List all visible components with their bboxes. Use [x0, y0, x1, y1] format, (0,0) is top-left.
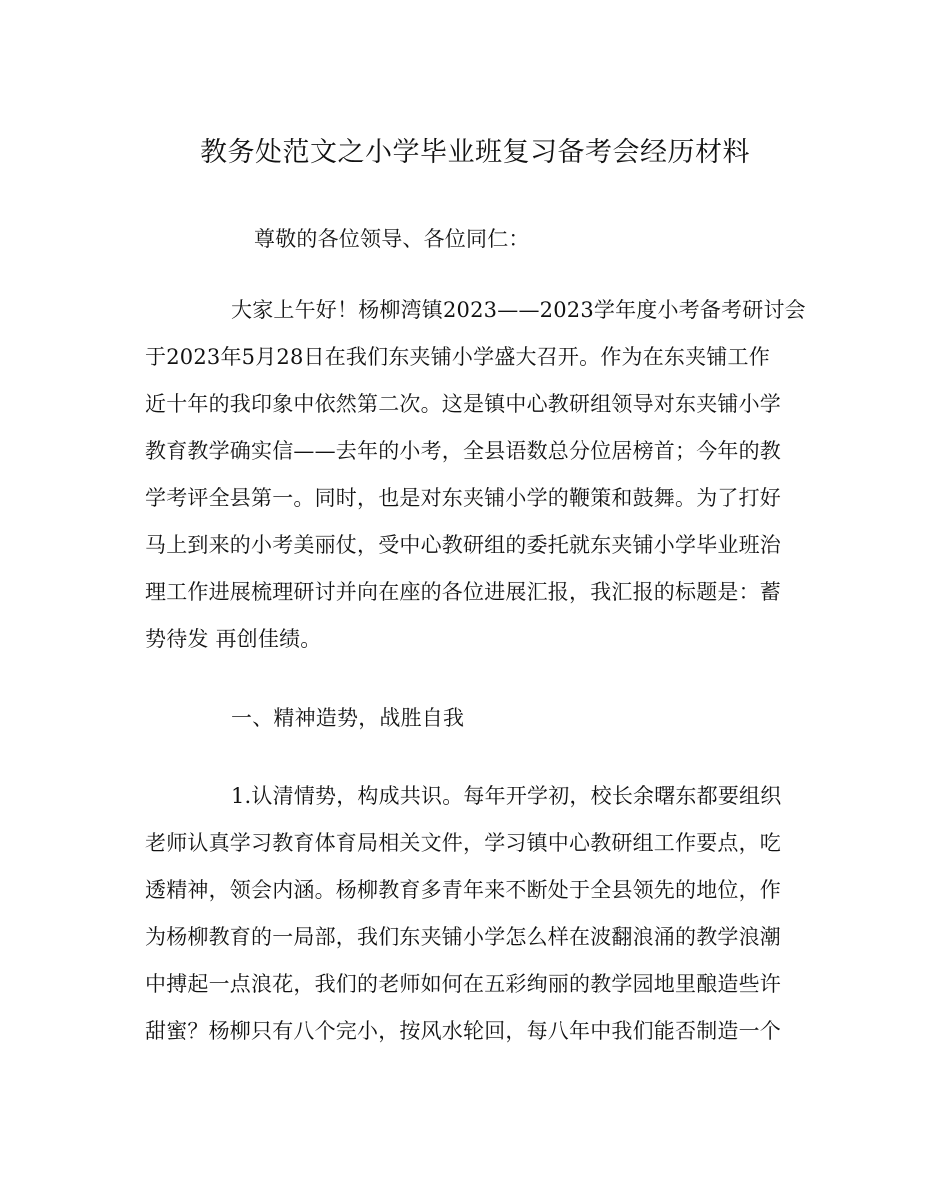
paragraph-line: 中搏起一点浪花，我们的老师如何在五彩绚丽的教学园地里酿造些许 — [145, 972, 781, 996]
paragraph-line: 教育教学确实信——去年的小考，全县语数总分位居榜首；今年的教 — [145, 439, 781, 463]
paragraph-line: 1.认清情势，构成共识。每年开学初，校长余曙东都要组织 — [231, 784, 782, 808]
paragraph-line: 老师认真学习教育体育局相关文件，学习镇中心教研组工作要点，吃 — [145, 831, 781, 855]
salutation: 尊敬的各位领导、各位同仁： — [254, 227, 530, 251]
paragraph-line: 近十年的我印象中依然第二次。这是镇中心教研组领导对东夹铺小学 — [145, 392, 781, 416]
paragraph-line: 马上到来的小考美丽仗，受中心教研组的委托就东夹铺小学毕业班治 — [145, 533, 781, 557]
paragraph-line: 学考评全县第一。同时，也是对东夹铺小学的鞭策和鼓舞。为了打好 — [145, 486, 781, 510]
paragraph-line: 大家上午好！杨柳湾镇2023——2023学年度小考备考研讨会 — [231, 298, 806, 322]
document-title: 教务处范文之小学毕业班复习备考会经历材料 — [200, 137, 750, 168]
paragraph-line: 势待发 再创佳绩。 — [145, 627, 322, 651]
paragraph-line: 透精神，领会内涵。杨柳教育多青年来不断处于全县领先的地位，作 — [145, 878, 781, 902]
paragraph-line: 为杨柳教育的一局部，我们东夹铺小学怎么样在波翻浪涌的教学浪潮 — [145, 925, 781, 949]
paragraph-line: 理工作进展梳理研讨并向在座的各位进展汇报，我汇报的标题是：蓄 — [145, 580, 781, 604]
paragraph-line: 于2023年5月28日在我们东夹铺小学盛大召开。作为在东夹铺工作 — [145, 345, 770, 369]
paragraph-line: 甜蜜？杨柳只有八个完小，按风水轮回，每八年中我们能否制造一个 — [145, 1019, 781, 1043]
section-heading: 一、精神造势，战胜自我 — [231, 706, 465, 730]
